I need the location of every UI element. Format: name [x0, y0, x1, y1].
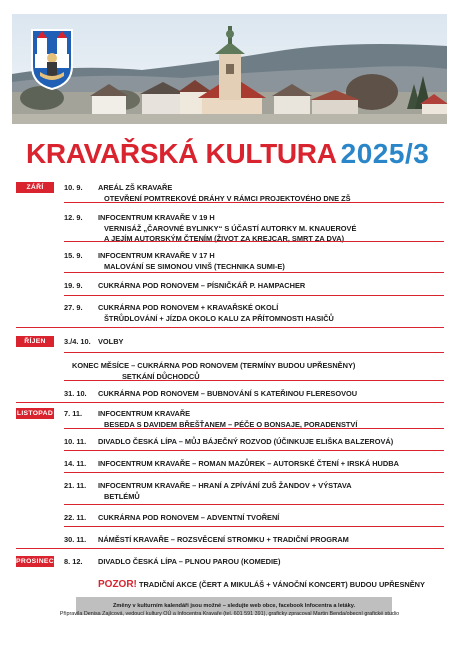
- title-year: 2025/3: [340, 138, 430, 169]
- coat-of-arms-icon: [30, 28, 74, 90]
- notice: [98, 579, 425, 590]
- month-badge: ZÁŘÍ: [16, 182, 54, 193]
- event-date: 7. 11.: [64, 409, 83, 418]
- row-divider: [64, 202, 444, 203]
- notice-text: TRADIČNÍ AKCE (ČERT A MIKULÁŠ + VÁNOČNÍ KONCERT) BUDOU UPŘESNĚNY: [138, 580, 425, 589]
- event-date: 27. 9.: [64, 303, 83, 312]
- event-date: 31. 10.: [64, 389, 87, 398]
- row-divider: [64, 450, 444, 451]
- row-divider: [16, 327, 444, 328]
- row-divider: [64, 272, 444, 273]
- event-title: CUKRÁRNA POD RONOVEM + KRAVAŘSKÉ OKOLÍ: [98, 303, 279, 312]
- event-date: 22. 11.: [64, 513, 87, 522]
- row-divider: [64, 380, 444, 381]
- event-title: DIVADLO ČESKÁ LÍPA – PLNOU PAROU (KOMEDIE): [98, 557, 281, 566]
- event-title: CUKRÁRNA POD RONOVEM – PÍSNIČKÁŘ P. HAMPACHER: [98, 281, 306, 290]
- month-badge: ŘÍJEN: [16, 336, 54, 347]
- event-date: 12. 9.: [64, 213, 83, 222]
- event-detail: A JEJÍM AUTORSKÝM ČTENÍM (ŽIVOT ZA KREJCAR, SMRT ZA DVA): [104, 234, 345, 243]
- row-divider: [16, 548, 444, 549]
- event-title: KONEC MĚSÍCE – CUKRÁRNA POD RONOVEM (TERMÍNY BUDOU UPŘESNĚNY): [72, 361, 356, 370]
- notice-label: POZOR!: [98, 579, 137, 590]
- page-title: [26, 138, 429, 178]
- event-detail: VERNISÁŽ „ČAROVNÉ BYLINKY“ S ÚČASTÍ AUTORKY M. KNAUEROVÉ: [104, 224, 357, 233]
- event-detail: SETKÁNÍ DŮCHODCŮ: [122, 372, 200, 381]
- row-divider: [64, 504, 444, 505]
- event-title: INFOCENTRUM KRAVAŘE – HRANÍ A ZPÍVÁNÍ ZUŠ ŽANDOV + VÝSTAVA: [98, 481, 352, 490]
- row-divider: [64, 241, 444, 242]
- event-title: DIVADLO ČESKÁ LÍPA – MŮJ BÁJEČNÝ ROZVOD (ÚČINKUJE ELIŠKA BALZEROVÁ): [98, 437, 394, 446]
- event-title: INFOCENTRUM KRAVAŘE V 17 H: [98, 251, 215, 260]
- event-title: INFOCENTRUM KRAVAŘE: [98, 409, 191, 418]
- row-divider: [64, 295, 444, 296]
- event-detail: BETLÉMŮ: [104, 492, 140, 501]
- event-title: VOLBY: [98, 337, 124, 346]
- event-detail: MALOVÁNÍ SE SIMONOU VINŠ (TECHNIKA SUMI-E): [104, 262, 285, 271]
- row-divider: [64, 526, 444, 527]
- event-detail: OTEVŘENÍ POMTREKOVÉ DRÁHY V RÁMCI PROJEKTOVÉHO DNE ZŠ: [104, 194, 351, 203]
- row-divider: [64, 472, 444, 473]
- village-landscape-image: [12, 14, 447, 124]
- event-date: 21. 11.: [64, 481, 87, 490]
- event-date: 19. 9.: [64, 281, 83, 290]
- event-detail: ŠTRŮDLOVÁNÍ + JÍZDA OKOLO KALU ZA PŘÍTOMNOSTI HASIČŮ: [104, 314, 334, 323]
- poster: [12, 14, 447, 614]
- event-date: 15. 9.: [64, 251, 83, 260]
- row-divider: [64, 352, 444, 353]
- event-title: AREÁL ZŠ KRAVAŘE: [98, 183, 173, 192]
- event-detail: BESEDA S DAVIDEM BŘEŠŤANEM – PÉČE O BONSAJE, PORADENSTVÍ: [104, 420, 358, 429]
- month-badge: LISTOPAD: [16, 410, 54, 417]
- credits-footer: Připravila Denisa Zajícová, vedoucí kultury OÚ a Infocentra Kravaře (tel. 601 591 391), graficky zpracoval Martin Benda/obecní grafické studio: [59, 611, 400, 617]
- row-divider: [64, 428, 444, 429]
- month-badge: PROSINEC: [16, 558, 54, 565]
- event-title: INFOCENTRUM KRAVAŘE – ROMAN MAZŮREK – AUTORSKÉ ČTENÍ + IRSKÁ HUDBA: [98, 459, 399, 468]
- event-date: 14. 11.: [64, 459, 87, 468]
- event-date: 3./4. 10.: [64, 337, 91, 346]
- event-date: 10. 9.: [64, 183, 83, 192]
- change-note: Změny v kulturním kalendáři jsou možné – sledujte web obce, facebook Infocentra a letáky.: [76, 597, 392, 615]
- event-title: INFOCENTRUM KRAVAŘE V 19 H: [98, 213, 215, 222]
- event-title: CUKRÁRNA POD RONOVEM – BUBNOVÁNÍ S KATEŘINOU FLERESOVOU: [98, 389, 358, 398]
- event-title: CUKRÁRNA POD RONOVEM – ADVENTNÍ TVOŘENÍ: [98, 513, 280, 522]
- event-date: 8. 12.: [64, 557, 83, 566]
- title-text: KRAVAŘSKÁ KULTURA: [26, 138, 337, 169]
- event-date: 30. 11.: [64, 535, 87, 544]
- header-photo: [12, 14, 447, 124]
- event-date: 10. 11.: [64, 437, 87, 446]
- event-title: NÁMĚSTÍ KRAVAŘE – ROZSVĚCENÍ STROMKU + TRADIČNÍ PROGRAM: [98, 535, 349, 544]
- row-divider: [16, 402, 444, 403]
